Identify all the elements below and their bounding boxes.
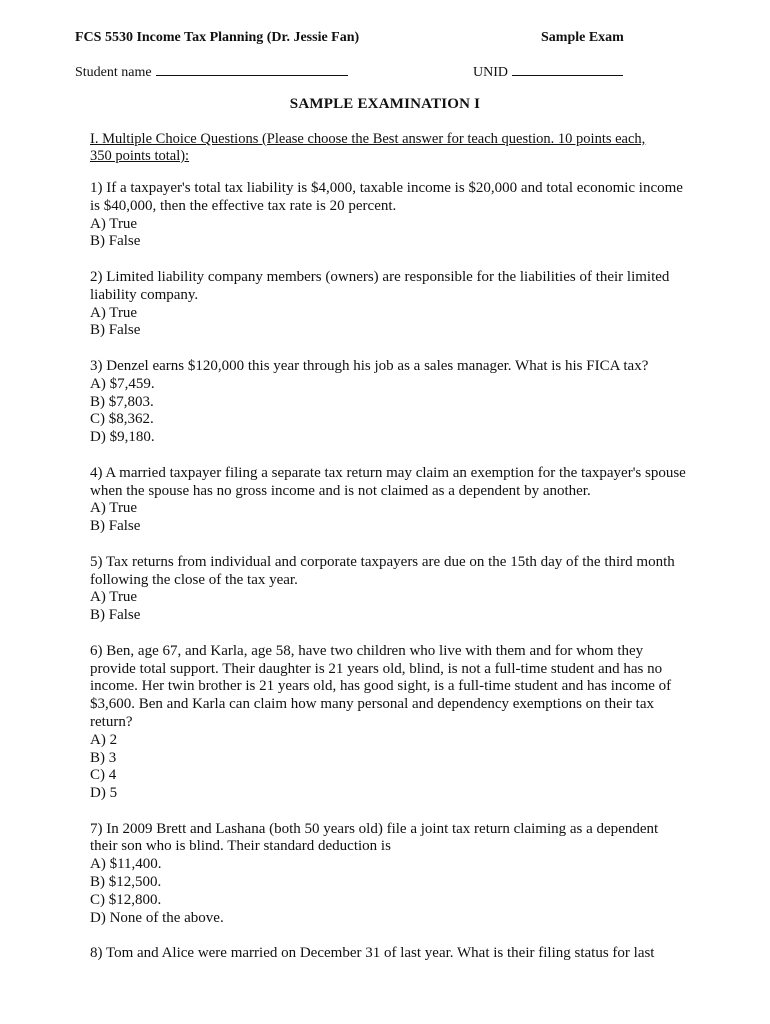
answer-option: A) True — [90, 589, 138, 606]
student-name-field[interactable] — [75, 62, 348, 82]
student-name-label: Student name — [75, 65, 152, 80]
question-text: 5) Tax returns from individual and corporate taxpayers are due on the 15th day of the third month following the close of the tax year. — [90, 553, 675, 588]
question-text: 6) Ben, age 67, and Karla, age 58, have two children who live with them and for whom they provide total support. Their daughter is 21 years old, blind, is not a full-time student and has no income. Her twin brother is 21 years old, has good sight, is a full-time student and has income of $3,600. Ben and Karla can claim how many personal and dependency exemptions on their tax return? — [90, 642, 672, 730]
question-text: 1) If a taxpayer's total tax liability is $4,000, taxable income is $20,000 and total economic income is $40,000, then the effective tax rate is 20 percent. — [90, 180, 683, 214]
unid-field[interactable] — [473, 62, 623, 82]
answer-option: B) $12,500. — [90, 874, 162, 891]
answer-option: A) True — [90, 304, 138, 321]
question-text: 4) A married taxpayer filing a separate tax return may claim an exemption for the taxpayer's spouse when the spouse has no gross income and is not claimed as a dependent by another. — [90, 464, 686, 499]
answer-option: C) $12,800. — [90, 891, 162, 908]
answer-option: C) 4 — [90, 767, 117, 784]
question-7 — [90, 821, 686, 928]
unid-label: UNID — [473, 65, 508, 80]
question-text: 3) Denzel earns $120,000 this year through his job as a sales manager. What is his FICA tax? — [90, 357, 649, 374]
question-2 — [90, 269, 686, 340]
question-1 — [90, 180, 686, 251]
answer-option: A) $11,400. — [90, 856, 162, 873]
answer-option: B) 3 — [90, 749, 117, 766]
course-title: FCS 5530 Income Tax Planning (Dr. Jessie Fan) — [75, 30, 360, 45]
question-list — [90, 180, 686, 981]
question-text: 7) In 2009 Brett and Lashana (both 50 years old) file a joint tax return claiming as a dependent their son who is blind. Their standard deduction is — [90, 820, 659, 855]
student-name-blank[interactable] — [156, 62, 348, 76]
exam-type-label: Sample Exam — [541, 30, 624, 45]
question-4 — [90, 465, 686, 536]
answer-option: D) $9,180. — [90, 429, 155, 446]
section-heading: I. Multiple Choice Questions (Please choose the Best answer for teach question. 10 points each, 350 points total): — [90, 131, 646, 164]
question-text: 8) Tom and Alice were married on December 31 of last year. What is their filing status for last — [90, 945, 655, 962]
answer-option: B) $7,803. — [90, 393, 154, 410]
answer-option: B) False — [90, 233, 141, 250]
question-3 — [90, 358, 686, 447]
answer-option: C) $8,362. — [90, 411, 154, 428]
answer-option: D) None of the above. — [90, 909, 224, 926]
exam-title: SAMPLE EXAMINATION I — [289, 96, 481, 112]
unid-blank[interactable] — [512, 62, 623, 76]
answer-option: B) False — [90, 322, 141, 339]
answer-option: D) 5 — [90, 785, 118, 802]
answer-option: A) $7,459. — [90, 375, 155, 392]
answer-option: A) 2 — [90, 731, 118, 748]
question-5 — [90, 554, 686, 625]
answer-option: A) True — [90, 215, 138, 232]
question-text: 2) Limited liability company members (owners) are responsible for the liabilities of their limited liability company. — [90, 268, 670, 303]
question-6 — [90, 643, 686, 803]
question-8 — [90, 945, 686, 963]
answer-option: A) True — [90, 500, 138, 517]
answer-option: B) False — [90, 607, 141, 624]
answer-option: B) False — [90, 518, 141, 535]
